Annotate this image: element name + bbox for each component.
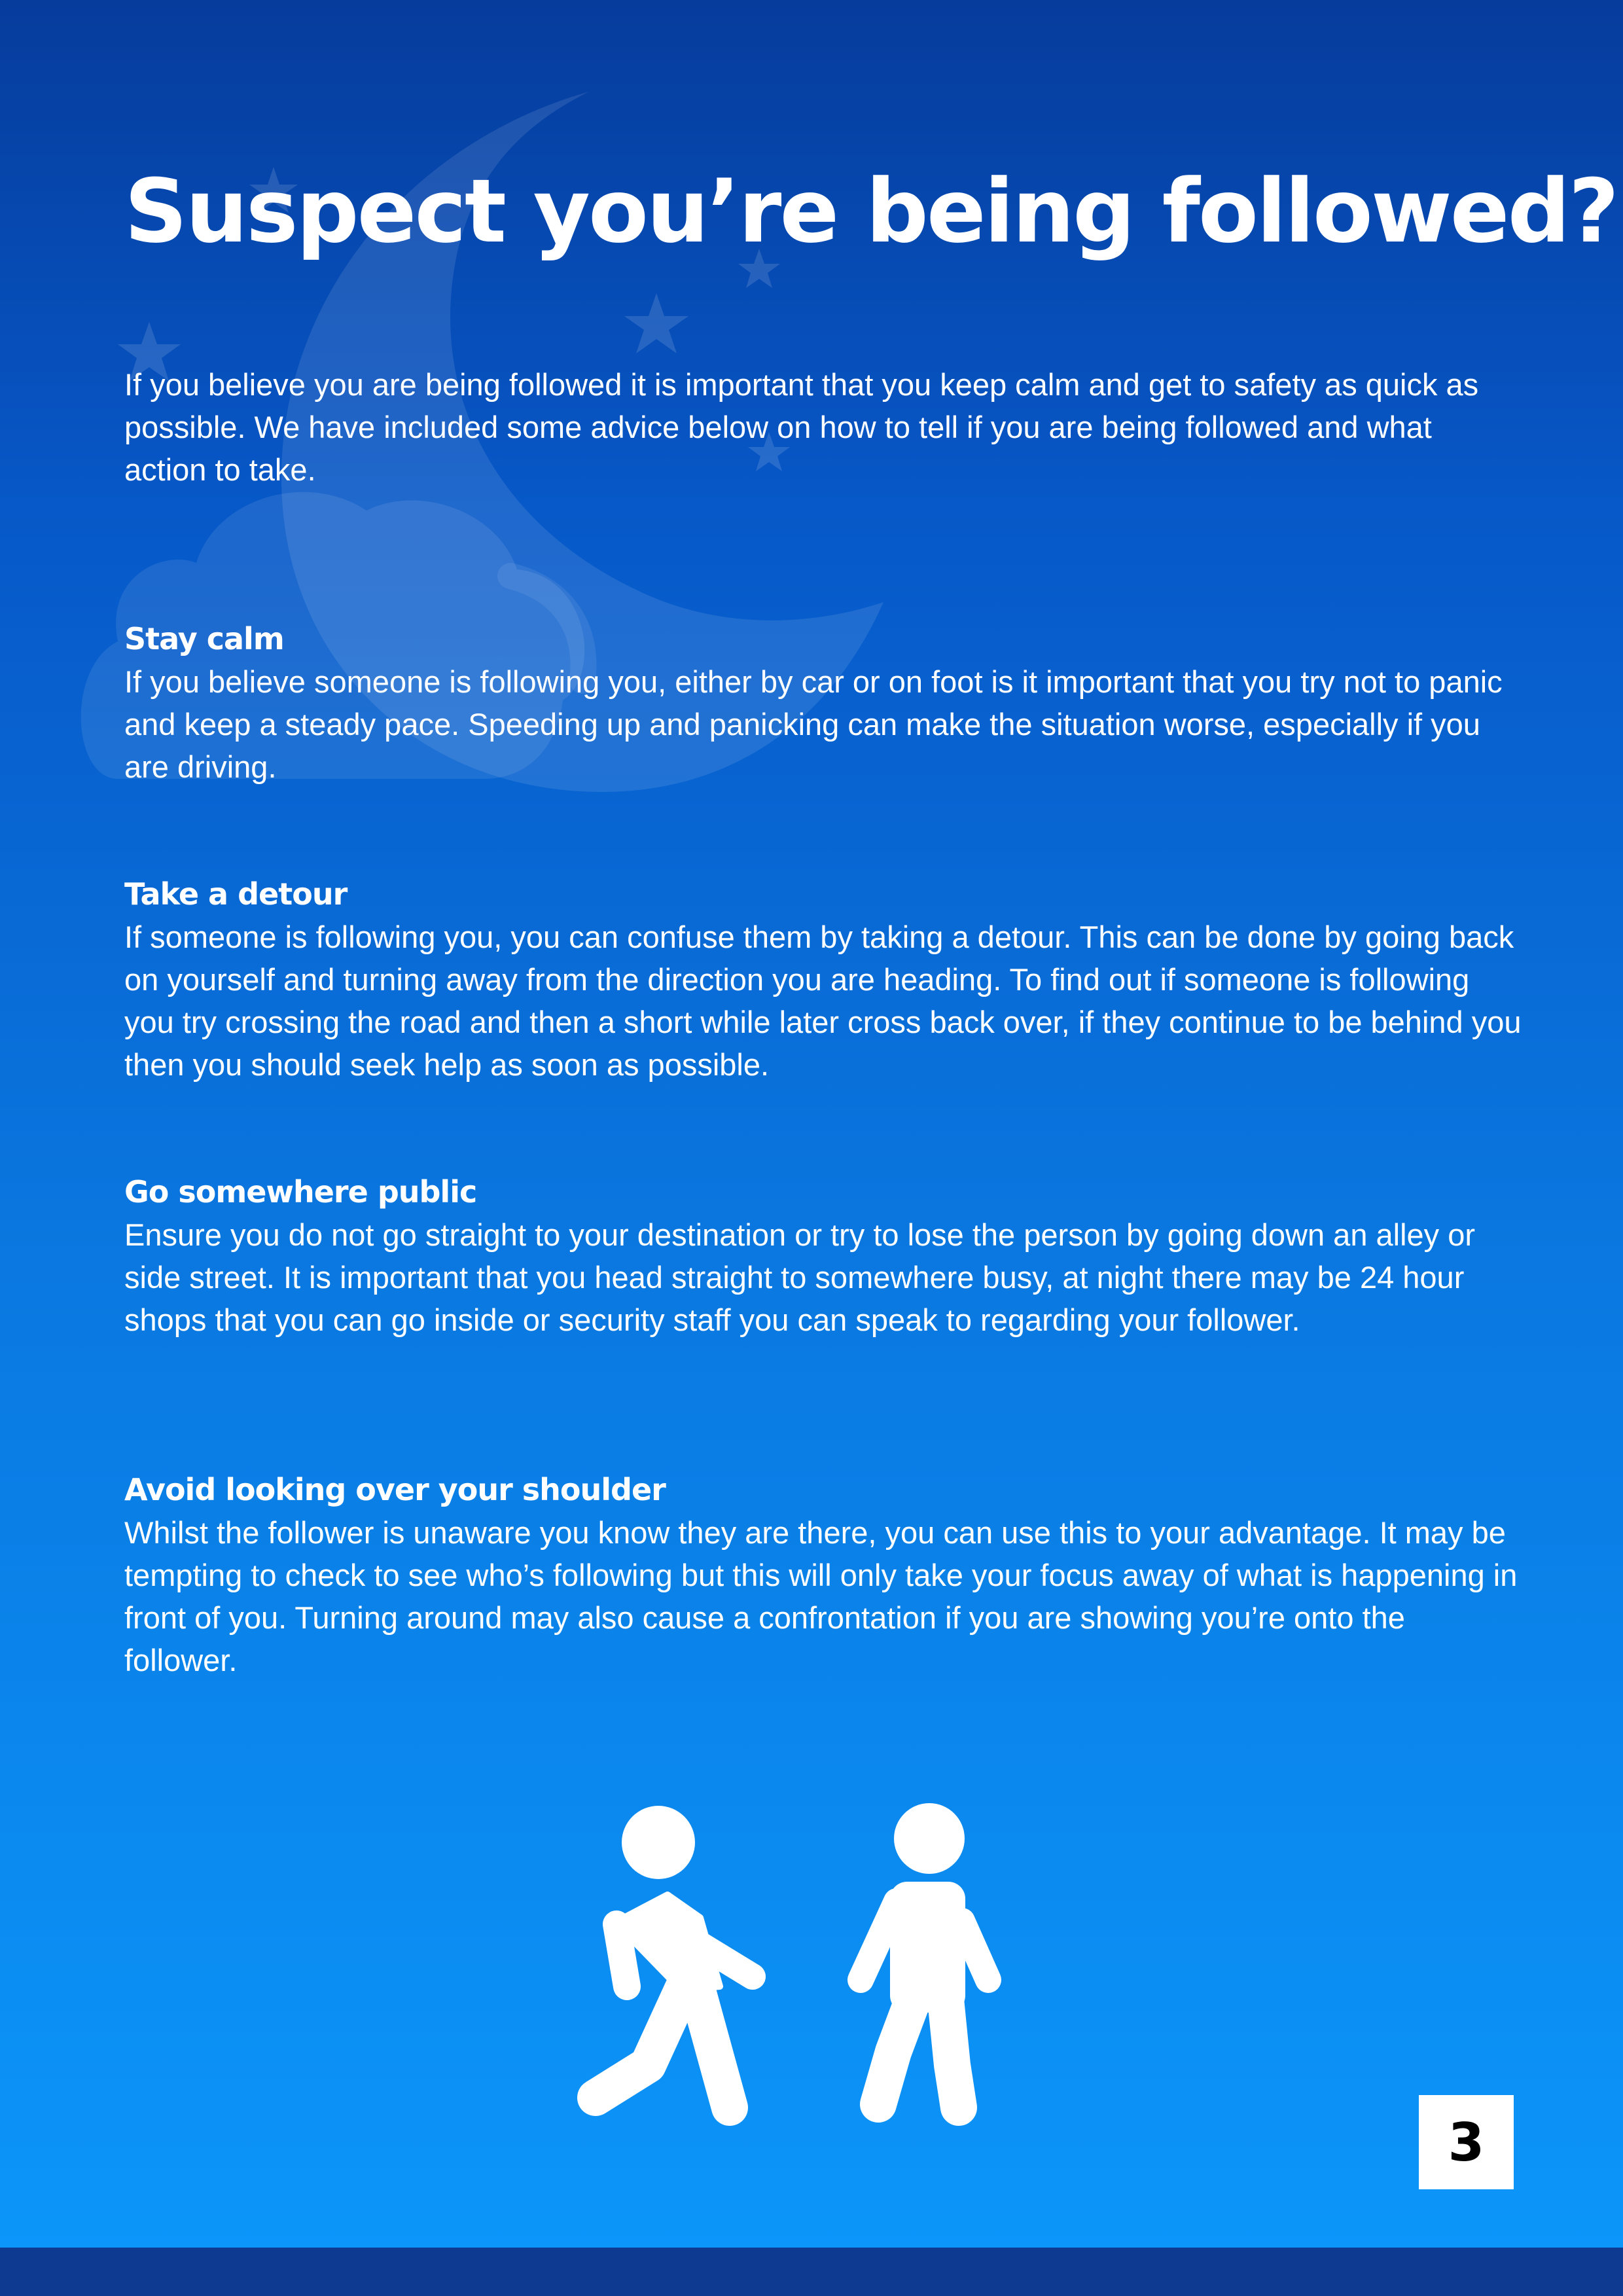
- footer-bar: [0, 2248, 1623, 2296]
- intro-paragraph: If you believe you are being followed it is important that you keep calm and get to safety as quick as possible. We have included some advice below on how to tell if you are being followed and what action to take.: [124, 367, 1479, 487]
- section-avoid-looking-over-shoulder: [124, 1469, 1525, 1681]
- section-heading: Avoid looking over your shoulder: [124, 1472, 666, 1507]
- section-body: If you believe someone is following you, either by car or on foot is it important that you try not to panic and keep a steady pace. Speeding up and panicking can make the situation worse, especially if you are driving.: [124, 664, 1503, 784]
- section-body: Whilst the follower is unaware you know they are there, you can use this to your advantage. It may be tempting to check to see who’s following but this will only take your focus away of what is happening in front of you. Turning around may also cause a confrontation if you are showing you’re onto the follower.: [124, 1515, 1518, 1677]
- section-heading: Go somewhere public: [124, 1174, 477, 1210]
- section-go-somewhere-public: [124, 1171, 1525, 1341]
- page-title: Suspect you’re being followed?: [124, 160, 1618, 262]
- star-icon: [624, 293, 688, 353]
- walking-person-icon: [861, 1803, 988, 2108]
- page-number: 3: [1448, 2111, 1485, 2173]
- section-heading: Stay calm: [124, 621, 284, 656]
- page-number-box: [1419, 2095, 1514, 2189]
- section-stay-calm: [124, 618, 1525, 788]
- section-heading: Take a detour: [124, 876, 348, 912]
- walking-people-illustration: [563, 1790, 1021, 2130]
- section-body: If someone is following you, you can confuse them by taking a detour. This can be done by going back on yourself and turning away from the direction you are heading. To find out if someone is following you try crossing the road and then a short while later cross back over, if they continue to be behind you then you should seek help as soon as possible.: [124, 920, 1522, 1082]
- section-body: Ensure you do not go straight to your destination or try to lose the person by going down an alley or side street. It is important that you head straight to somewhere busy, at night there may be 24 hour shops that you can go inside or security staff you can speak to regarding your follower.: [124, 1217, 1476, 1337]
- walking-person-icon: [596, 1806, 753, 2108]
- section-take-a-detour: [124, 873, 1525, 1086]
